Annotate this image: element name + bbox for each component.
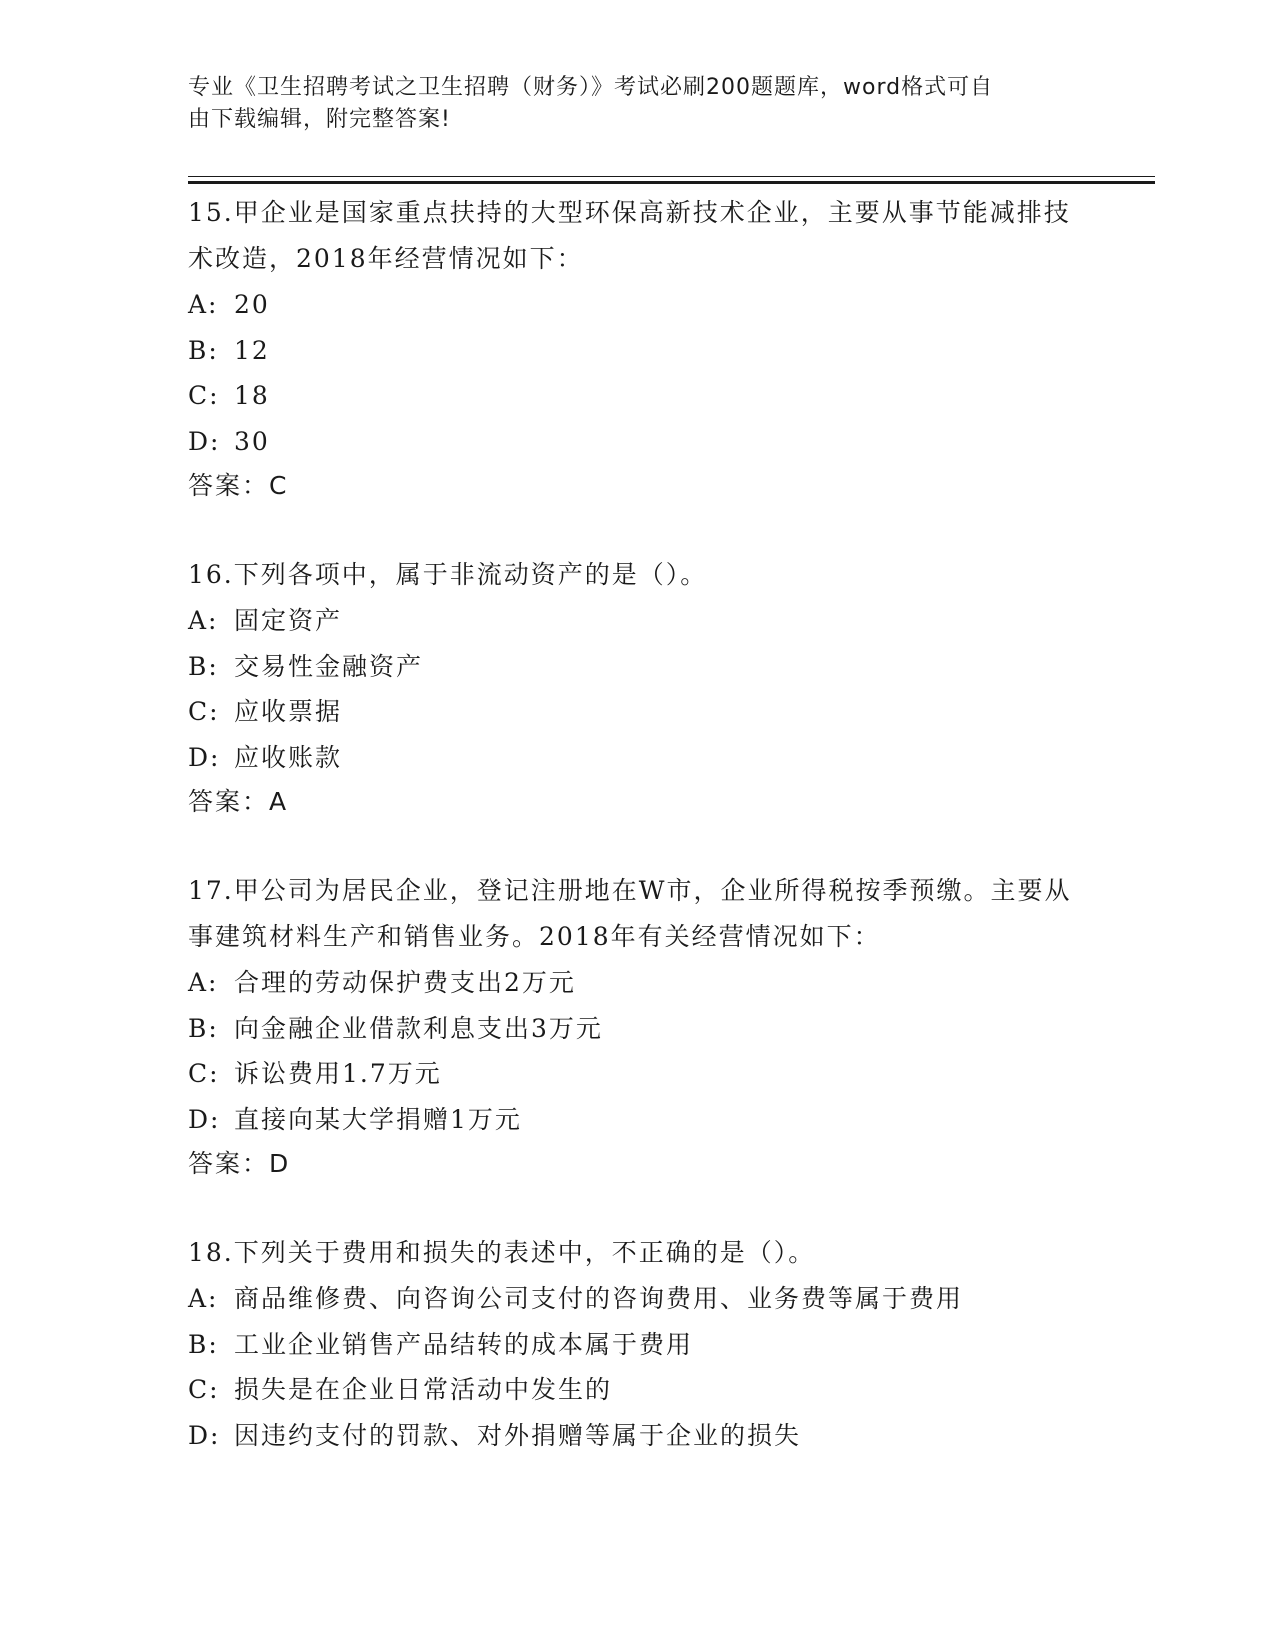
question-15 xyxy=(188,190,1088,508)
option-text: 应收票据 xyxy=(234,697,343,726)
option-d xyxy=(188,1413,1088,1459)
option-letter: B: xyxy=(188,1013,219,1043)
option-a xyxy=(188,598,1088,644)
option-c xyxy=(188,1367,1088,1413)
question-text: 18.下列关于费用和损失的表述中，不正确的是（）。 xyxy=(188,1238,816,1267)
option-b xyxy=(188,328,1088,374)
option-text: 18 xyxy=(234,381,270,410)
option-letter: D: xyxy=(188,1420,221,1450)
question-text: 16.下列各项中，属于非流动资产的是（）。 xyxy=(188,560,708,589)
option-letter: A: xyxy=(188,968,219,997)
question-spacer xyxy=(188,824,1088,868)
option-b xyxy=(188,1006,1088,1052)
option-a xyxy=(188,960,1088,1006)
option-letter: B: xyxy=(188,1329,219,1359)
option-text: 20 xyxy=(234,290,270,319)
option-text: 诉讼费用1.7万元 xyxy=(234,1059,442,1088)
answer-line: 答案：C xyxy=(188,471,289,500)
question-18 xyxy=(188,1230,1088,1458)
question-17 xyxy=(188,868,1088,1186)
option-text: 工业企业销售产品结转的成本属于费用 xyxy=(234,1329,694,1359)
option-letter: C: xyxy=(188,697,220,726)
question-16 xyxy=(188,552,1088,824)
header-divider-thick xyxy=(188,181,1155,184)
option-b xyxy=(188,1322,1088,1368)
question-list xyxy=(188,190,1088,1458)
option-text: 固定资产 xyxy=(234,606,343,635)
option-d xyxy=(188,419,1088,465)
header-line-1: 专业《卫生招聘考试之卫生招聘（财务）》考试必刷200题题库，word格式可自 xyxy=(188,75,994,100)
option-letter: C: xyxy=(188,381,220,410)
header-divider-thin xyxy=(188,176,1155,177)
question-spacer xyxy=(188,508,1088,552)
question-spacer xyxy=(188,1186,1088,1230)
option-text: 12 xyxy=(234,335,270,365)
option-text: 向金融企业借款利息支出3万元 xyxy=(234,1013,603,1043)
option-text: 因违约支付的罚款、对外捐赠等属于企业的损失 xyxy=(234,1420,802,1450)
option-letter: B: xyxy=(188,335,219,365)
option-b xyxy=(188,644,1088,690)
option-letter: D: xyxy=(188,1104,221,1134)
answer-line: 答案：D xyxy=(188,1149,291,1178)
option-c xyxy=(188,1051,1088,1097)
option-letter: A: xyxy=(188,290,219,319)
option-text: 交易性金融资产 xyxy=(234,651,424,681)
option-letter: C: xyxy=(188,1059,220,1088)
question-text: 17.甲公司为居民企业，登记注册地在W市，企业所得税按季预缴。主要从事建筑材料生产和销售业务。2018年有关经营情况如下： xyxy=(188,876,1072,951)
option-letter: C: xyxy=(188,1375,220,1404)
option-letter: A: xyxy=(188,606,219,635)
option-text: 商品维修费、向咨询公司支付的咨询费用、业务费等属于费用 xyxy=(234,1284,964,1313)
option-c xyxy=(188,689,1088,735)
option-text: 30 xyxy=(234,426,270,456)
option-text: 应收账款 xyxy=(234,742,343,772)
option-text: 直接向某大学捐赠1万元 xyxy=(234,1104,522,1134)
option-letter: D: xyxy=(188,426,221,456)
option-a xyxy=(188,1276,1088,1322)
option-letter: B: xyxy=(188,651,219,681)
header-line-2: 由下载编辑，附完整答案! xyxy=(188,107,451,132)
option-text: 损失是在企业日常活动中发生的 xyxy=(234,1375,613,1404)
question-text: 15.甲企业是国家重点扶持的大型环保高新技术企业，主要从事节能减排技术改造，2018年经营情况如下： xyxy=(188,198,1071,273)
answer-line: 答案：A xyxy=(188,787,289,816)
option-c xyxy=(188,373,1088,419)
option-letter: A: xyxy=(188,1284,219,1313)
document-header xyxy=(188,72,1068,136)
option-d xyxy=(188,1097,1088,1143)
option-text: 合理的劳动保护费支出2万元 xyxy=(234,968,576,997)
option-d xyxy=(188,735,1088,781)
option-letter: D: xyxy=(188,742,221,772)
option-a xyxy=(188,282,1088,328)
